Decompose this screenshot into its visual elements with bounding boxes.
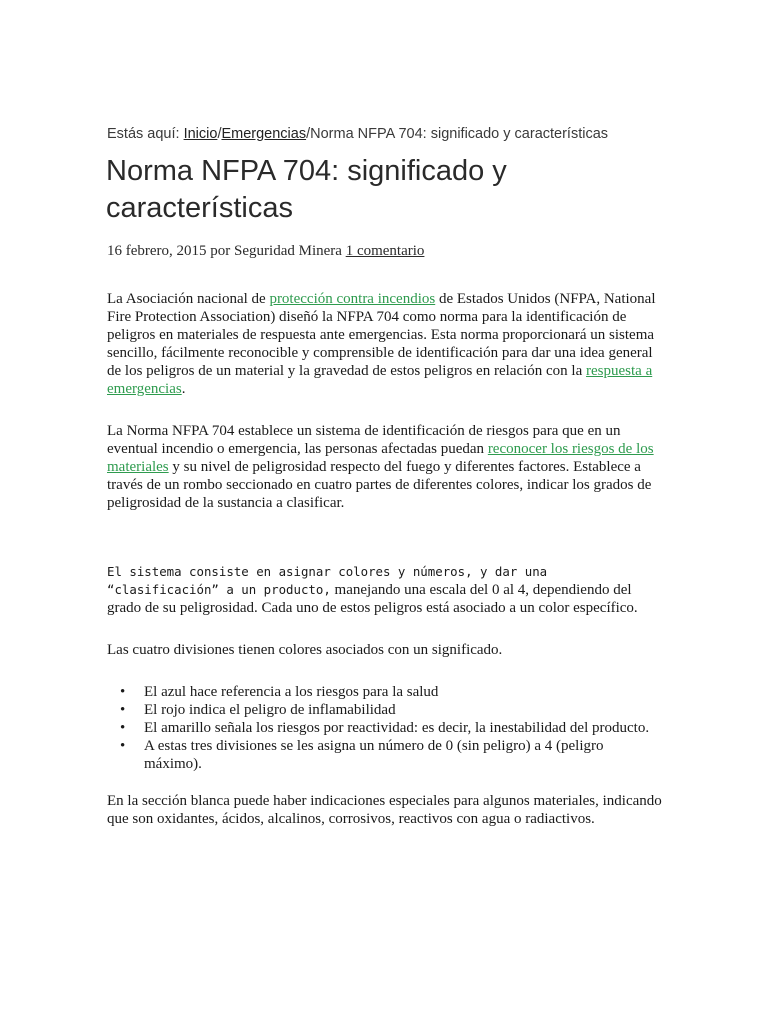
paragraph-text: La Asociación nacional de bbox=[107, 291, 270, 307]
comments-link[interactable]: 1 comentario bbox=[345, 243, 425, 259]
paragraph-text: . bbox=[181, 381, 186, 397]
paragraph-norma bbox=[107, 422, 663, 512]
list-item: • El amarillo señala los riesgos por reactividad: es decir, la inestabilidad del producto. bbox=[107, 719, 663, 737]
list-item: • A estas tres divisiones se les asigna un número de 0 (sin peligro) a 4 (peligro máximo). bbox=[107, 737, 663, 773]
color-divisions-list bbox=[107, 683, 663, 773]
page-title: Norma NFPA 704: significado y características bbox=[106, 155, 507, 224]
paragraph-text: de Estados Unidos (NFPA, National Fire Protection Association) diseñó la NFPA 704 como norma para la identificación de peligros en materiales de respuesta ante emergencias. Esta norma proporcionará un sistema sencillo, fácilmente reconocible y comprensible de identificación para dar una idea general de los peligros de un material y la gravedad de estos peligros en relación con la bbox=[107, 291, 656, 379]
paragraph-sistema bbox=[107, 563, 663, 617]
paragraph-intro bbox=[107, 290, 663, 398]
paragraph-divisiones: Las cuatro divisiones tienen colores asociados con un significado. bbox=[107, 642, 503, 658]
link-reconocer-riesgos[interactable]: reconocer los riesgos de los materiales bbox=[107, 441, 654, 475]
breadcrumb-current: Norma NFPA 704: significado y características bbox=[310, 126, 609, 142]
post-meta bbox=[107, 243, 667, 260]
link-proteccion-incendios[interactable]: protección contra incendios bbox=[269, 291, 436, 307]
breadcrumb-prefix: Estás aquí: bbox=[107, 126, 184, 142]
paragraph-text-mono: El sistema consiste en asignar colores y números, y dar una “clasificación” a un producto, bbox=[107, 564, 548, 597]
paragraph-text: y su nivel de peligrosidad respecto del fuego y diferentes factores. Establece a través de un rombo seccionado en cuatro partes de diferentes colores, indicar los grados de peligrosidad de la sustancia a clasificar. bbox=[107, 459, 652, 511]
list-item: • El rojo indica el peligro de inflamabilidad bbox=[107, 701, 663, 719]
post-date-author: 16 febrero, 2015 por Seguridad Minera bbox=[107, 243, 346, 259]
breadcrumb-link-emergencias[interactable]: Emergencias bbox=[221, 126, 307, 142]
paragraph-text: manejando una escala del 0 al 4, dependiendo del grado de su peligrosidad. Cada uno de estos peligros está asociado a un color específico. bbox=[107, 582, 638, 616]
breadcrumb-link-inicio[interactable]: Inicio bbox=[183, 126, 218, 142]
list-item: • El azul hace referencia a los riesgos para la salud bbox=[107, 683, 663, 701]
breadcrumb bbox=[107, 126, 727, 142]
paragraph-seccion-blanca: En la sección blanca puede haber indicaciones especiales para algunos materiales, indicando que son oxidantes, ácidos, alcalinos, corrosivos, reactivos con agua o radiactivos. bbox=[107, 793, 662, 827]
paragraph-text: La Norma NFPA 704 establece un sistema de identificación de riesgos para que en un eventual incendio o emergencia, las personas afectadas puedan bbox=[107, 423, 621, 457]
link-respuesta-emergencias[interactable]: respuesta a emergencias bbox=[107, 363, 653, 397]
breadcrumb-separator: / bbox=[306, 126, 311, 142]
breadcrumb-separator: / bbox=[217, 126, 222, 142]
